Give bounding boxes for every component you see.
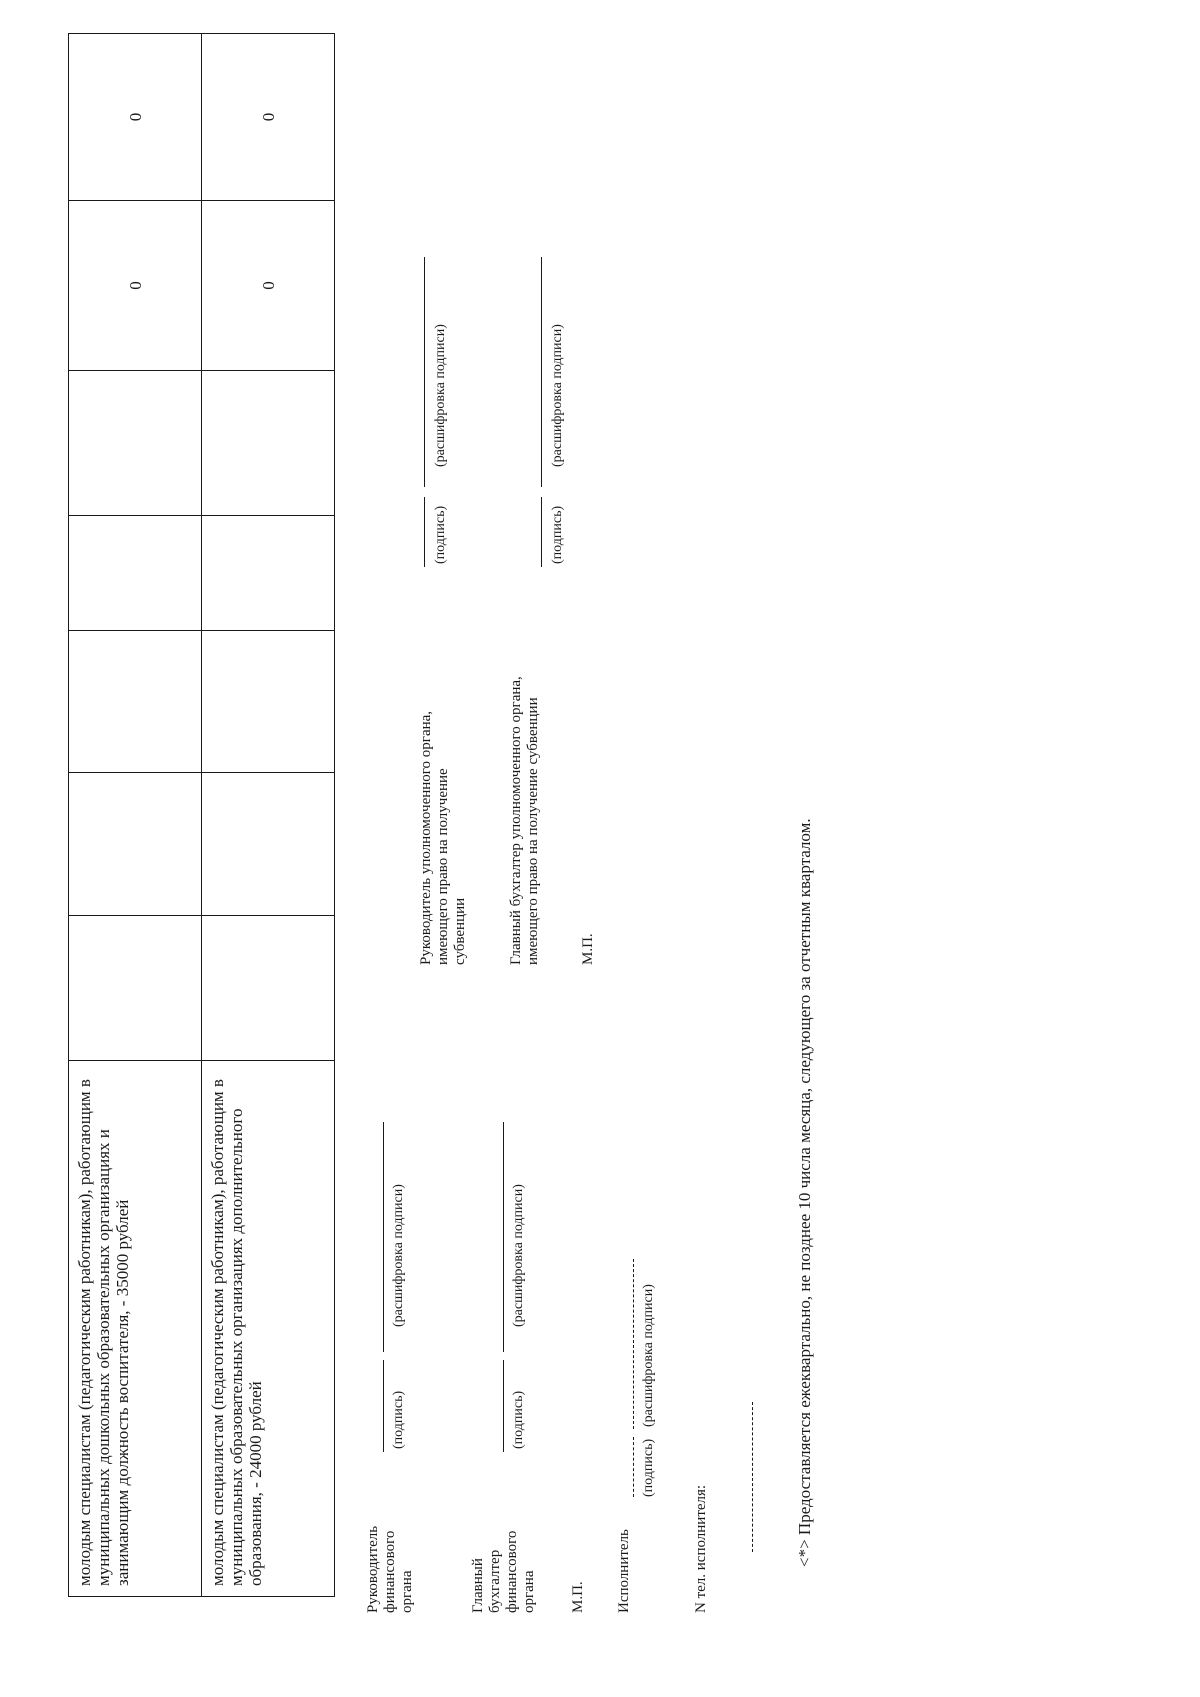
table-cell: 0: [202, 34, 335, 201]
table-row: [202, 34, 335, 1597]
table-cell: [69, 916, 202, 1061]
head-authorized-body-title: Руководитель уполномоченного органа, имеющего право на получение субвенции: [418, 710, 468, 965]
table-cell: 0: [69, 201, 202, 371]
row-description: молодым специалистам (педагогическим работникам), работающим в муниципальных дошкольных образовательных организациях и занимающим должность воспитателя, - 35000 рублей: [69, 1061, 202, 1597]
table-cell: [202, 916, 335, 1061]
signature-line: [633, 1437, 634, 1497]
table-cell: [69, 631, 202, 773]
decoding-line: [383, 1122, 384, 1352]
footnote: <*> Предоставляется ежеквартально, не позднее 10 числа месяца, следующего за отчетным кварталом.: [795, 818, 814, 1567]
table-cell: [202, 516, 335, 631]
subvention-report-table: [68, 33, 335, 1597]
row-description: молодым специалистам (педагогическим работникам), работающим в муниципальных образовательных организациях дополнительного образования, - 24000 рублей: [202, 1061, 335, 1597]
signature-line: [383, 1360, 384, 1452]
signature-line: [503, 1360, 504, 1452]
table-row: [69, 34, 202, 1597]
table-cell: 0: [69, 34, 202, 201]
table-cell: [69, 371, 202, 516]
stamp-place-label: М.П.: [580, 933, 596, 965]
phone-line: [752, 1402, 753, 1552]
decoding-caption: (расшифровка подписи): [511, 1184, 526, 1327]
chief-accountant-financial-body-title: Главный бухгалтер финансового органа: [470, 1530, 537, 1613]
table-cell: [202, 631, 335, 773]
stamp-place-label: М.П.: [570, 1581, 586, 1613]
decoding-caption: (расшифровка подписи): [391, 1184, 406, 1327]
signature-caption: (подпись): [511, 1390, 526, 1449]
executor-phone-label: N тел. исполнителя:: [693, 1484, 709, 1613]
chief-accountant-authorized-body-title: Главный бухгалтер уполномоченного органа, имеющего право на получение субвенции: [508, 676, 541, 965]
table-cell: 0: [202, 201, 335, 371]
decoding-line: [633, 1259, 634, 1429]
signature-caption: (подпись): [433, 505, 448, 564]
decoding-caption: (расшифровка подписи): [433, 324, 448, 467]
table-cell: [69, 516, 202, 631]
decoding-caption: (расшифровка подписи): [641, 1284, 656, 1427]
signature-line: [424, 497, 425, 567]
executor-title: Исполнитель: [616, 1529, 632, 1613]
signature-caption: (подпись): [550, 505, 565, 564]
signature-caption: (подпись): [641, 1438, 656, 1497]
decoding-caption: (расшифровка подписи): [550, 324, 565, 467]
decoding-line: [503, 1122, 504, 1352]
decoding-line: [424, 257, 425, 487]
signature-line: [541, 497, 542, 567]
table-cell: [202, 773, 335, 916]
table-cell: [69, 773, 202, 916]
signature-caption: (подпись): [391, 1390, 406, 1449]
table-cell: [202, 371, 335, 516]
decoding-line: [541, 257, 542, 487]
head-financial-body-title: Руководитель финансового органа: [365, 1525, 415, 1613]
